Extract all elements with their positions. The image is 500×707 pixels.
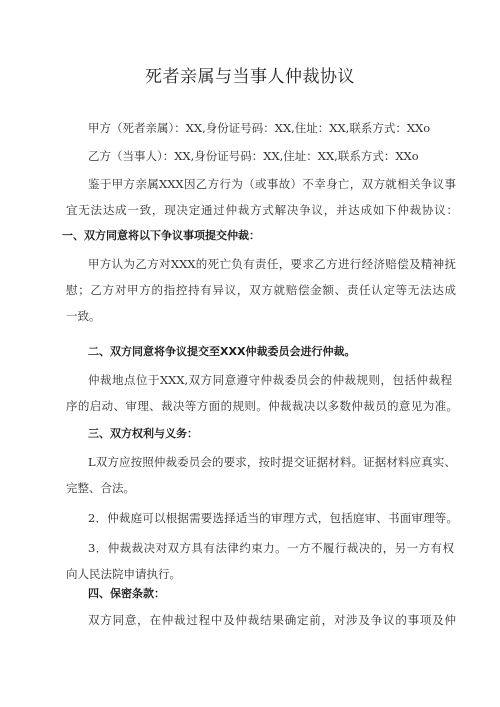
section-3-item-2: 2．仲裁庭可以根据需要选择适当的审理方式，包括庭审、书面审理等。 [88,511,458,525]
section-4-heading: 四、保密条款： [88,587,165,600]
section-3-item-3-line-1: 3．仲裁裁决对双方具有法律约束力。一方不履行裁决的，另一方有权 [88,541,454,555]
preamble-line-1: 鉴于甲方亲属XXX因乙方行为（或事故）不幸身亡，双方就相关争议事 [88,177,456,191]
party-b-line: 乙方（当事人）：XX,身份证号码：XX,住址：XX,联系方式：XXo [88,149,419,163]
document-title: 死者亲属与当事人仲裁协议 [145,67,355,87]
section-1-heading: 一、双方同意将以下争议事项提交仲裁： [62,229,260,242]
section-1-line-3: 一致。 [66,309,101,323]
section-2-heading: 二、双方同意将争议提交至XXX仲裁委员会进行仲裁。 [88,345,356,358]
section-3-heading: 三、双方权利与义务： [88,427,198,440]
section-3-item-1-line-1: L双方应按照仲裁委员会的要求，按时提交证据材料。证据材料应真实、 [88,455,456,469]
section-2-line-1: 仲裁地点位于XXX,双方同意遵守仲裁委员会的仲裁规则，包括仲裁程 [88,373,452,387]
section-4-line-1: 双方同意，在仲裁过程中及仲裁结果确定前，对涉及争议的事项及仲 [88,613,456,627]
section-3-item-1-line-2: 完整、合法。 [66,481,135,495]
section-1-line-1: 甲方认为乙方对XXX的死亡负有责任，要求乙方进行经济赔偿及精神抚 [88,257,456,271]
party-a-line: 甲方（死者亲属）：XX,身份证号码：XX,住址：XX,联系方式：XXo [88,121,431,135]
section-1-line-2: 慰；乙方对甲方的指控持有异议，双方就赔偿金额、责任认定等无法达成 [66,283,456,297]
section-3-item-3-line-2: 向人民法院申请执行。 [66,567,181,581]
preamble-line-2: 宜无法达成一致，现决定通过仲裁方式解决争议，并达成如下仲裁协议： [66,203,458,217]
section-2-line-2: 序的启动、审理、裁决等方面的规则。仲裁裁决以多数仲裁员的意见为准。 [66,399,458,413]
